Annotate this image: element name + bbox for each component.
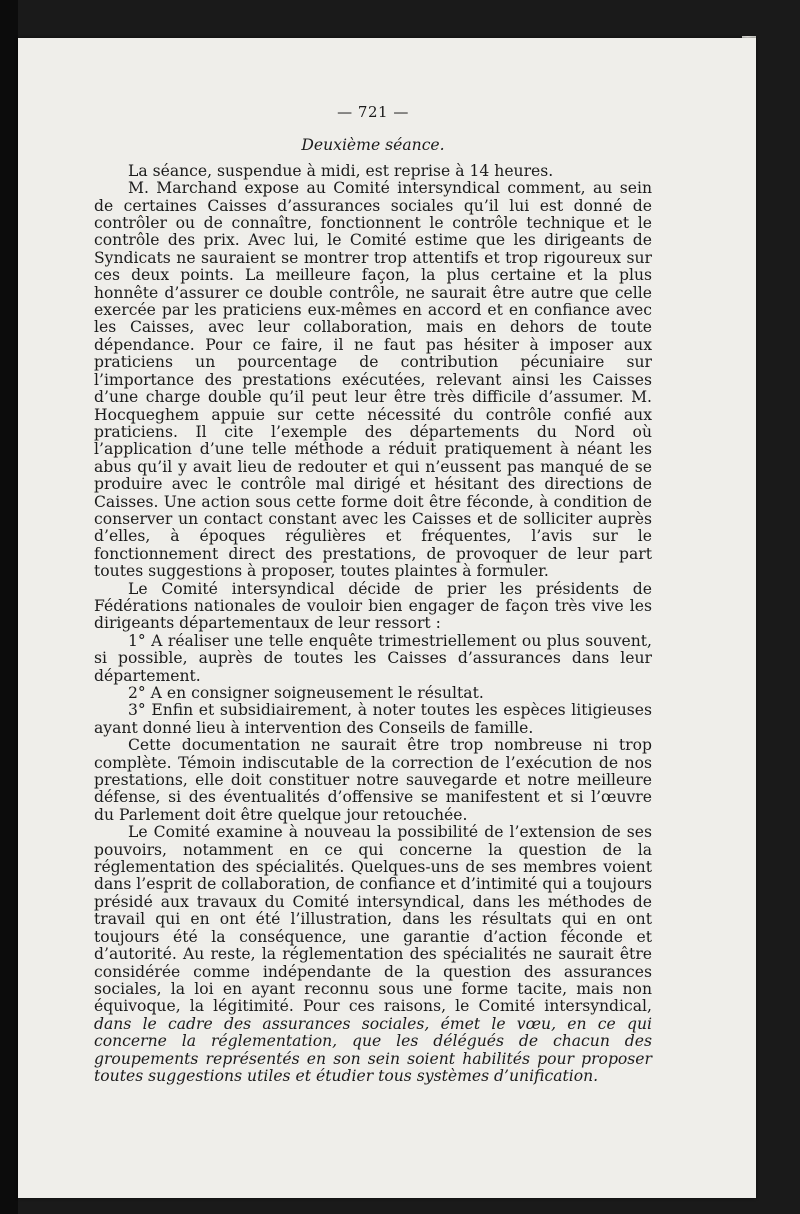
paragraph-final-text: Le Comité examine à nouveau la possibilité de l’extension de ses pouvoirs, notamment en ce qui concerne la question de la réglementation des spécialités. Quelques-uns de ses membres voient dans l’esprit de collaboration, de confiance et d’intimité qui a toujours présidé aux travaux du Comité intersyndical, dans les méthodes de travail qui en ont été l’illustration, dans les résultats qui en ont toujours été la conséquence, une garantie d’action féconde et d’autorité. Au reste, la réglementation des spécialités ne saurait être considérée comme indépendante de la question des assurances sociales, la loi en ayant reconnu sous une forme tacite, mais non équivoque, la légitimité. Pour ces raisons, le Comité intersyndical, bbox=[94, 823, 652, 1016]
paragraph-documentation: Cette documentation ne saurait être trop nombreuse ni trop complète. Témoin indiscutable de la correction de l’exécution de nos prestations, elle doit constituer notre sauvegarde et notre meilleure défense, si des éventualités d’offensive se manifestent et si l’œuvre du Parlement doit être quelque jour retouchée. bbox=[94, 736, 652, 824]
paragraph-final-resolution: dans le cadre des assurances sociales, émet le vœu, en ce qui concerne la réglementation, que les délégués de chacun des groupements représentés en son sein soient habilités pour proposer toutes suggestions utiles et étudier tous systèmes d’unification. bbox=[94, 1014, 652, 1085]
paragraph-marchand: M. Marchand expose au Comité intersyndical comment, au sein de certaines Caisses d’assurances sociales qu’il lui est donné de contrôler ou de connaître, fonctionnent le contrôle technique et le contrôle des prix. Avec lui, le Comité estime que les dirigeants de Syndicats ne sauraient se montrer trop attentifs et trop rigoureux sur ces deux points. La meilleure façon, la plus certaine et la plus honnête d’assurer ce double contrôle, ne saurait être autre que celle exercée par les praticiens eux-mêmes en accord et en confiance avec les Caisses, avec leur collaboration, mais en dehors de toute dépendance. Pour ce faire, il ne faut pas hésiter à imposer aux praticiens un pourcentage de contribution pécuniaire sur l’importance des prestations exécutées, relevant ainsi les Caisses d’une charge double qu’il peut leur être très difficile d’assumer. M. Hocqueghem appuie sur cette nécessité du contrôle confié aux praticiens. Il cite l’exemple des départements du Nord où l’application d’une telle méthode a réduit pratiquement à néant les abus qu’il y avait lieu de redouter et qui n’eussent pas manqué de se produire avec le contrôle mal dirigé et hésitant des directions de Caisses. Une action sous cette forme doit être féconde, à condition de conserver un contact constant avec les Caisses et de solliciter auprès d’elles, à époques régulières et fréquentes, l’avis sur le fonctionnement direct des prestations, de provoquer de leur part toutes suggestions à proposer, toutes plaintes à formuler. bbox=[94, 179, 652, 581]
paragraph-decision: Le Comité intersyndical décide de prier les présidents de Fédérations nationales de vouloir bien engager de façon très vive les dirigeants départementaux de leur ressort : bbox=[94, 579, 652, 633]
paragraph-final bbox=[94, 824, 652, 1085]
list-item-1: 1° A réaliser une telle enquête trimestriellement ou plus souvent, si possible, auprès de toutes les Caisses d’assurances dans leur département. bbox=[94, 631, 652, 685]
list-item-2: 2° A en consigner soigneusement le résultat. bbox=[128, 684, 484, 702]
page-number: — 721 — bbox=[337, 103, 409, 121]
list-item-3: 3° Enfin et subsidiairement, à noter toutes les espèces litigieuses ayant donné lieu à intervention des Conseils de famille. bbox=[94, 701, 652, 737]
scan-background bbox=[0, 0, 18, 1214]
section-title: Deuxième séance. bbox=[301, 136, 445, 155]
document-text bbox=[94, 104, 652, 1085]
paragraph-resumption: La séance, suspendue à midi, est reprise à 14 heures. bbox=[128, 161, 554, 180]
